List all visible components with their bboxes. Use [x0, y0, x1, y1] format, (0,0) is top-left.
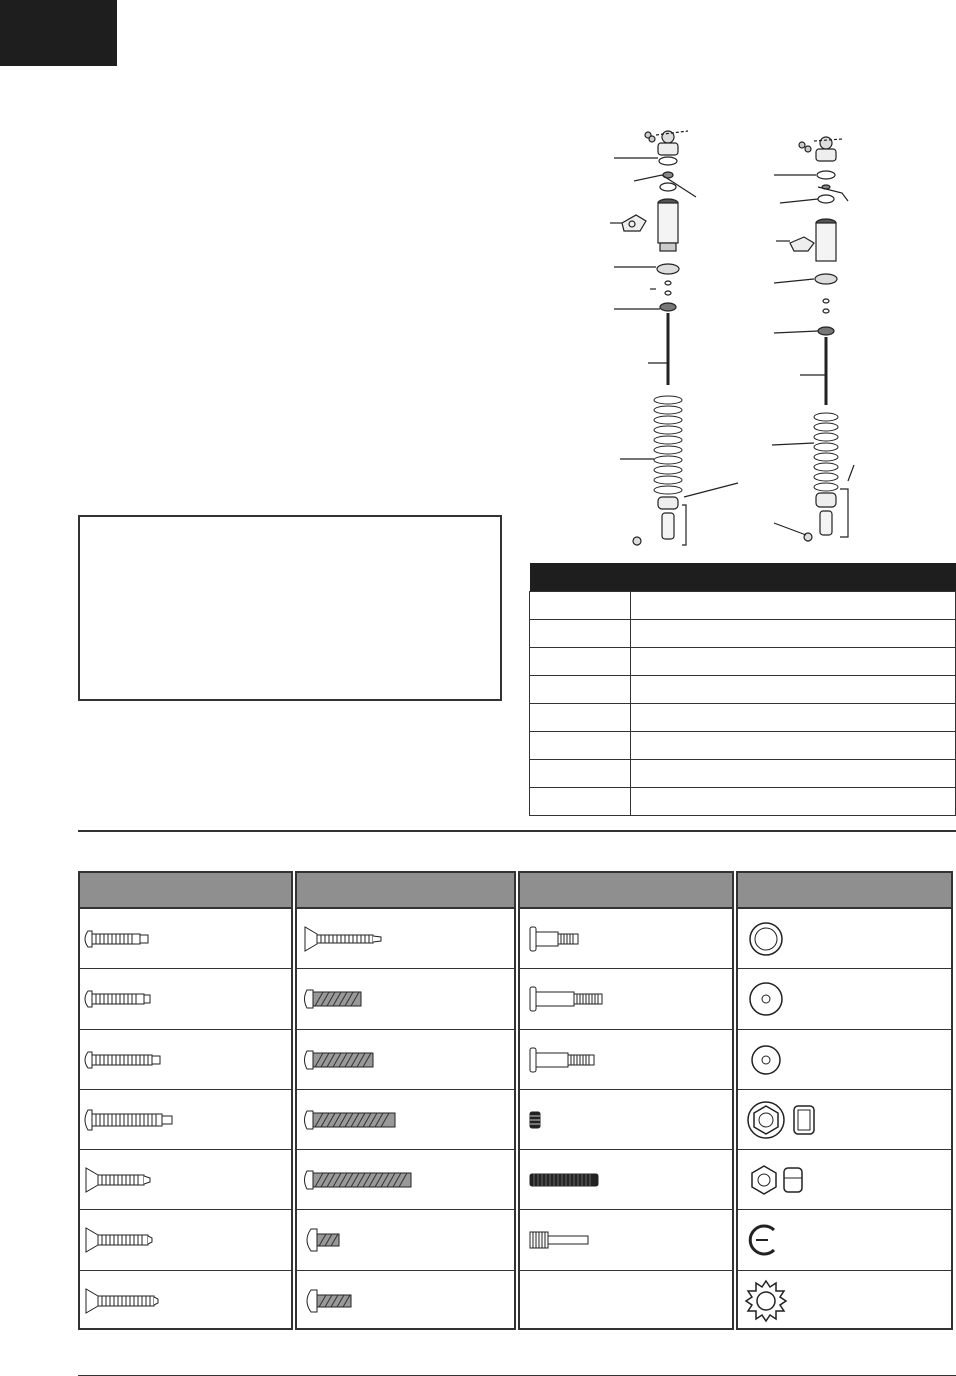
hardware-item-set-screw — [520, 1090, 732, 1150]
hardware-column-machine-screws — [295, 871, 516, 1330]
hardware-item-button-head-1 — [80, 909, 291, 969]
hardware-item-pan-short — [297, 1210, 514, 1270]
hardware-item-button-head-4 — [80, 1090, 291, 1150]
notice-box — [78, 515, 502, 701]
hardware-item-flat-head-1 — [80, 1150, 291, 1210]
flat-head-screw-icon — [80, 1210, 291, 1270]
hardware-item-e-clip — [738, 1210, 951, 1270]
hardware-item-lock-nut — [738, 1150, 951, 1210]
button-head-screw-icon — [80, 969, 291, 1029]
lock-nut-icon — [738, 1150, 951, 1210]
washer-large-icon — [738, 909, 951, 969]
table-row — [530, 676, 956, 704]
hardware-column-header — [297, 873, 514, 909]
section-tab — [0, 0, 117, 66]
flat-head-screw-icon — [297, 909, 514, 969]
threaded-rod-icon — [520, 1150, 732, 1210]
hardware-column-shoulder-screws — [518, 871, 734, 1330]
shoulder-screw-icon — [520, 969, 732, 1029]
washer-medium-icon — [738, 969, 951, 1029]
parts-table-header — [530, 563, 956, 592]
cap-screw-icon — [297, 1030, 514, 1090]
hardware-item-threaded-rod — [520, 1150, 732, 1210]
pan-head-screw-icon — [297, 1210, 514, 1270]
shock-assembly-left — [610, 131, 738, 545]
hardware-item-button-head-2 — [80, 969, 291, 1029]
shock-exploded-diagram — [600, 125, 880, 555]
table-row — [530, 704, 956, 732]
hardware-item-cap-medium — [297, 1030, 514, 1090]
table-row — [530, 788, 956, 816]
washer-small-icon — [738, 1030, 951, 1090]
hardware-item-empty — [520, 1271, 732, 1331]
hardware-item-washer-medium — [738, 969, 951, 1029]
table-row — [530, 620, 956, 648]
button-head-screw-icon — [80, 1090, 291, 1150]
star-washer-icon — [738, 1271, 951, 1331]
hardware-item-shoulder-short — [520, 909, 732, 969]
hardware-item-star-washer — [738, 1271, 951, 1331]
set-screw-icon — [520, 1090, 732, 1150]
hardware-item-washer-small — [738, 1030, 951, 1090]
e-clip-icon — [738, 1210, 951, 1270]
flange-nut-icon — [738, 1090, 951, 1150]
table-row — [530, 732, 956, 760]
hardware-item-cap-long — [297, 1090, 514, 1150]
cap-screw-icon — [297, 1150, 514, 1210]
hardware-item-shoulder-medium — [520, 969, 732, 1029]
shoulder-screw-icon — [520, 909, 732, 969]
flat-head-screw-icon — [80, 1150, 291, 1210]
cap-screw-icon — [297, 1090, 514, 1150]
hardware-column-header — [520, 873, 732, 909]
hardware-item-shoulder-long — [520, 1030, 732, 1090]
table-row — [530, 760, 956, 788]
pan-head-screw-icon — [297, 1271, 514, 1331]
table-row — [530, 648, 956, 676]
flat-head-screw-icon — [80, 1271, 291, 1331]
table-row — [530, 592, 956, 620]
hardware-item-flat-head-2 — [80, 1210, 291, 1270]
pin-icon — [520, 1210, 732, 1270]
cap-screw-icon — [297, 969, 514, 1029]
button-head-screw-icon — [80, 1030, 291, 1090]
hardware-item-button-head-3 — [80, 1030, 291, 1090]
hardware-item-flat-head-3 — [80, 1271, 291, 1331]
parts-table — [529, 563, 956, 816]
shoulder-screw-icon — [520, 1030, 732, 1090]
hardware-column-tapping-screws — [78, 871, 293, 1330]
hardware-item-flat-head-tapping — [297, 909, 514, 969]
hardware-column-nuts-washers — [736, 871, 953, 1330]
button-head-screw-icon — [80, 909, 291, 969]
hardware-item-cap-xlong — [297, 1150, 514, 1210]
hardware-item-cap-short — [297, 969, 514, 1029]
hardware-item-flange-lock-nut — [738, 1090, 951, 1150]
section-divider — [78, 830, 956, 832]
hardware-item-pin — [520, 1210, 732, 1270]
shock-assembly-right — [772, 137, 854, 541]
hardware-column-header — [738, 873, 951, 909]
hardware-column-header — [80, 873, 291, 909]
hardware-item-pan-medium — [297, 1271, 514, 1331]
hardware-item-washer-large — [738, 909, 951, 969]
